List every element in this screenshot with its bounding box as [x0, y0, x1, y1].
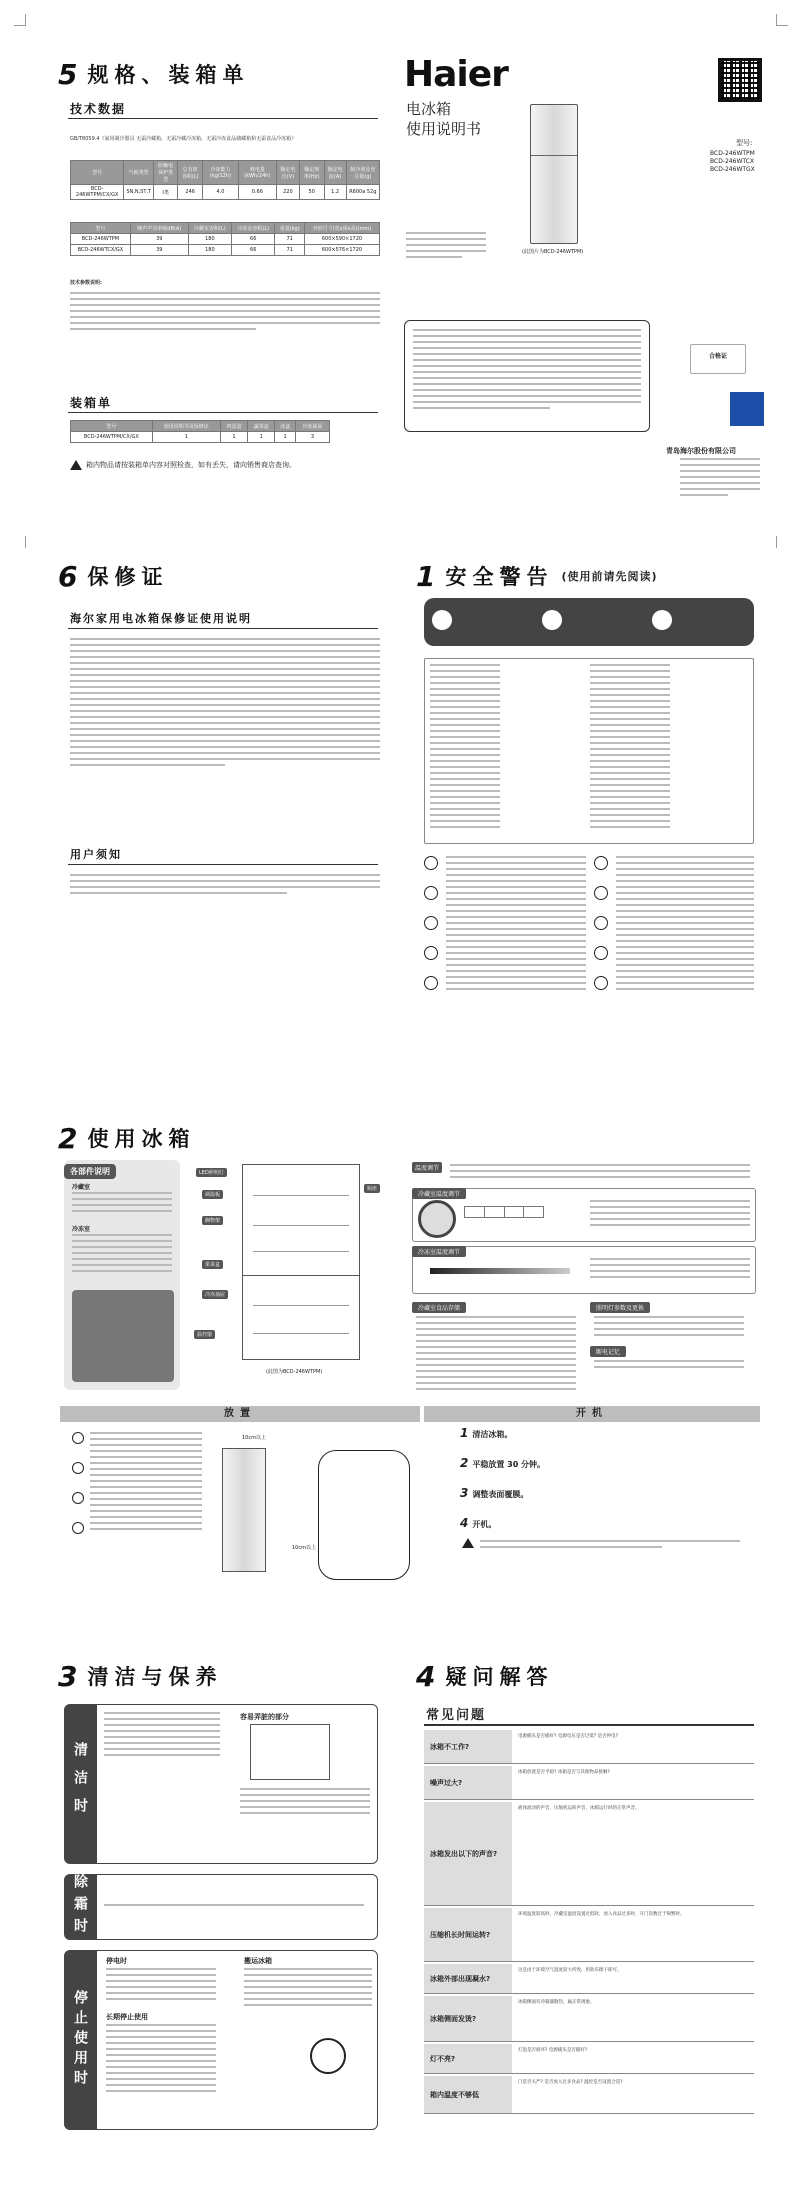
faq-row: [424, 1730, 754, 1764]
long-stop-title: 长期停止使用: [106, 2013, 148, 2021]
section-number: 2: [58, 1121, 78, 1155]
fridge-temp-text: [590, 1200, 750, 1230]
model-label: 型号:: [736, 139, 753, 147]
notice-text: [413, 329, 641, 413]
pack-warning: [70, 460, 296, 470]
section-number: 5: [58, 57, 78, 91]
td: 50: [299, 185, 324, 200]
fridge-diagram: [242, 1164, 360, 1360]
td: 600×590×1720: [304, 234, 379, 245]
faq-answer: 这是由于环境空气湿度较大所致，用软布擦干即可。: [518, 1968, 622, 1973]
th: 冷冻能力(kg/12h): [203, 161, 239, 185]
defrost-text: [104, 1904, 364, 1910]
section-subtitle: (使用前请先阅读): [561, 570, 658, 583]
temp-adjust-title: 温度调节: [412, 1162, 442, 1173]
start-warning-icon: [462, 1538, 474, 1548]
faq-answer: 冰箱放置是否平稳? 冰箱是否与其他物品接触?: [518, 1770, 610, 1775]
prohibit-icon: [594, 946, 608, 960]
notes-text: [70, 292, 380, 334]
tab-stop-use: 停止使用时: [64, 1950, 96, 2130]
section-number: 1: [416, 559, 436, 593]
td: 246: [178, 185, 203, 200]
label-shelf: 搁物架: [202, 1216, 223, 1225]
td: 1: [275, 432, 295, 443]
td: 0.66: [238, 185, 276, 200]
th: 型号: [71, 421, 153, 432]
fridge-caption: (此图为BCD-246WTPM): [266, 1369, 323, 1375]
gap-top-label: 10cm以上: [242, 1435, 266, 1441]
notice-box: [404, 320, 650, 432]
fridge-door-divider: [531, 155, 577, 156]
page-warranty-safety: [0, 540, 802, 1090]
step-4: 开机。: [472, 1520, 497, 1529]
long-stop-text: [106, 2024, 216, 2096]
section-4-header: [416, 1660, 553, 1692]
label-led-lamp: LED照明灯: [196, 1168, 227, 1177]
th: 冰盒: [275, 421, 295, 432]
faq-question: 冰箱不工作?: [424, 1730, 512, 1763]
faq-question: 箱内温度不够低: [424, 2076, 512, 2113]
notes-title: 技术参数说明:: [70, 280, 103, 286]
faq-question: 噪声过大?: [424, 1766, 512, 1799]
label-crisper: 果菜盒: [202, 1260, 223, 1269]
td: BCD-246WTPM: [71, 234, 131, 245]
prohibit-icon: [424, 946, 438, 960]
qr-code: [718, 58, 762, 102]
th: 额定电压(V): [276, 161, 299, 185]
power-cut-text: [106, 1968, 216, 2004]
safety-rules-left: [430, 664, 500, 832]
prohibit-icon: [72, 1522, 84, 1534]
td: 4.0: [203, 185, 239, 200]
model-3: BCD-246WTGX: [710, 166, 755, 173]
label-temp-panel: 调温板: [202, 1190, 223, 1199]
faq-answer: 冰箱侧面有冷凝器散热，属正常现象。: [518, 2000, 595, 2005]
cover-small-text: [406, 232, 486, 262]
divider: [424, 1724, 754, 1726]
parts-item: 冷冻室: [72, 1226, 91, 1233]
td: [484, 1207, 504, 1218]
td: 71: [275, 234, 305, 245]
parts-text: [72, 1234, 172, 1276]
brand-badge: [730, 392, 764, 426]
th: 制冷剂及充注量(g): [346, 161, 379, 185]
start-bar: 开机: [424, 1406, 760, 1422]
freezer-slider: [430, 1268, 570, 1274]
section-title: 规格、装箱单: [87, 63, 250, 87]
open-fridge-illustration: [250, 1724, 330, 1780]
section-title: 使用冰箱: [87, 1127, 196, 1151]
storage-tips-text: [416, 1316, 576, 1394]
cleaning-notes: [240, 1788, 370, 1818]
truck-prohibit-icon: [310, 2038, 346, 2074]
th: 冷冻抽屉: [295, 421, 329, 432]
safety-rules-right: [590, 664, 670, 832]
gap-side-label: 10cm以上: [292, 1545, 316, 1551]
parts-item: 冷藏室: [72, 1184, 91, 1191]
haier-logo: Haier: [404, 54, 508, 95]
model-2: BCD-246WTCX: [710, 158, 754, 165]
temp-adjust-text: [450, 1164, 750, 1182]
th: 蔬菜盒: [248, 421, 275, 432]
prohibit-icon: [424, 886, 438, 900]
td: 39: [130, 234, 188, 245]
td: [524, 1207, 544, 1218]
tab-cleaning: 清洁时: [64, 1704, 96, 1864]
th: 型号: [71, 161, 124, 185]
label-thermostat: 温控器: [194, 1330, 215, 1339]
th: 气候类型: [124, 161, 154, 185]
section-number: 6: [58, 559, 78, 593]
faq-row: [424, 1996, 754, 2042]
td: 3: [295, 432, 329, 443]
start-steps: 1 清洁冰箱。 2 平稳放置 30 分钟。 3 调整表面覆膜。 4 开机。: [460, 1426, 546, 1530]
prohibit-icon: [594, 976, 608, 990]
prohibit-icon: [424, 916, 438, 930]
faq-answer: 灯泡是否损坏? 电源插头是否插好?: [518, 2048, 588, 2053]
prohibit-icon: [594, 886, 608, 900]
td: SN,N,ST,T: [124, 185, 154, 200]
section-3-header: [58, 1660, 222, 1692]
power-cut-title: 停电时: [106, 1957, 127, 1965]
lamp-text: [594, 1316, 744, 1340]
th: 防触电保护类型: [154, 161, 178, 185]
th: 耗电量(kWh/24h): [238, 161, 276, 185]
product-name: 电冰箱: [406, 100, 452, 118]
memory-text: [594, 1360, 744, 1372]
prohibit-icon: [424, 856, 438, 870]
section-title: 清洁与保养: [87, 1665, 223, 1689]
certificate-label: 合格证: [708, 353, 727, 360]
td: [504, 1207, 524, 1218]
placement-detail-box: [318, 1450, 410, 1580]
td: 180: [188, 245, 231, 256]
spec-table-2: [70, 222, 380, 256]
cleaning-text: [104, 1712, 220, 1760]
td: 39: [130, 245, 188, 256]
start-warning-text: [480, 1540, 740, 1552]
prohibit-icon: [72, 1462, 84, 1474]
cover-image-caption: (此图片为BCD-246WTPM): [522, 249, 584, 255]
divider: [68, 118, 378, 119]
prohibit-icon: [432, 610, 452, 630]
th: 总有效容积(L): [178, 161, 203, 185]
crop-mark: [776, 536, 788, 548]
td: BCD-246WTPM/CX/GX: [71, 432, 153, 443]
pack-list-title: 装箱单: [70, 396, 113, 410]
divider: [68, 412, 378, 413]
th: 额定电流(A): [324, 161, 346, 185]
td: 220: [276, 185, 299, 200]
label-freezer-drawer: 冷冻抽屉: [202, 1290, 228, 1299]
faq-answer: 电源插头是否插好? 电源电压是否过低? 是否停电?: [518, 1734, 619, 1739]
safety-warning-banner: [424, 598, 754, 646]
lamp-title: 照明灯参数及更换: [590, 1302, 650, 1313]
page-specs-cover: [0, 0, 802, 540]
faq-question: 冰箱外部出现凝水?: [424, 1964, 512, 1993]
td: 66: [232, 245, 275, 256]
faq-question: 冰箱侧面发烫?: [424, 1996, 512, 2041]
user-notice-title: 用户须知: [70, 848, 122, 861]
thermostat-dial-icon: [418, 1200, 456, 1238]
manual-title: 使用说明书: [406, 120, 482, 138]
faq-question: 灯不亮?: [424, 2044, 512, 2073]
fridge-image: [530, 104, 578, 244]
warranty-title: 海尔家用电冰箱保修证使用说明: [70, 612, 252, 625]
th: 额定频率(Hz): [299, 161, 324, 185]
divider: [68, 628, 378, 629]
faq-row: [424, 1908, 754, 1962]
section-6-header: [58, 560, 168, 592]
faq-row: [424, 1802, 754, 1906]
user-notice-text: [70, 874, 380, 898]
label-bottle-holder: 瓶座: [364, 1184, 380, 1193]
warning-triangle-icon: [70, 460, 82, 470]
company-name: 青岛海尔股份有限公司: [666, 447, 736, 455]
title-bar: [120, 1126, 760, 1146]
td: 1: [152, 432, 220, 443]
faq-answer: 液体流动的声音，压缩机运转声音，冰箱运行时的正常声音。: [518, 1806, 640, 1811]
prohibit-icon: [424, 976, 438, 990]
td: BCD-246WTCX/GX: [71, 245, 131, 256]
td: 1: [220, 432, 247, 443]
page-using-fridge: [0, 1120, 802, 1640]
faq-row: [424, 2076, 754, 2114]
faq-row: [424, 1964, 754, 1994]
th: 使用说明书及保修证: [152, 421, 220, 432]
td: 71: [275, 245, 305, 256]
move-text: [244, 1968, 372, 2010]
section-title: 安全警告: [445, 565, 554, 589]
faq-answer: 门是否关严? 是否放入过多食品? 温控是否设置合适?: [518, 2080, 623, 2085]
crop-mark: [14, 14, 26, 26]
step-2: 平稳放置 30 分钟。: [472, 1460, 546, 1469]
td: I类: [154, 185, 178, 200]
caution-icon: [652, 610, 672, 630]
move-title: 搬运冰箱: [244, 1957, 272, 1965]
crop-mark: [14, 536, 26, 548]
td: 600×576×1720: [304, 245, 379, 256]
prohibit-icon: [594, 916, 608, 930]
td: 180: [188, 234, 231, 245]
faq-row: [424, 2044, 754, 2074]
faq-question: 冰箱发出以下的声音?: [424, 1802, 512, 1905]
freezer-temp-title: 冷冻室温度调节: [412, 1246, 466, 1257]
th: 鸡蛋盒: [220, 421, 247, 432]
pack-warning-text: 箱内物品请按装箱单内容对照检查，如有丢失，请向销售商店查询。: [86, 461, 296, 469]
pack-table: [70, 420, 330, 443]
placement-bar: 放置: [60, 1406, 420, 1422]
faq-title: 常见问题: [426, 1708, 487, 1723]
th: 冷冻室容积(L): [232, 223, 275, 234]
section-number: 4: [416, 1659, 436, 1693]
section-1-header: [416, 560, 658, 592]
easy-dirty-title: 容易弄脏的部分: [240, 1713, 289, 1721]
section-5-header: [58, 58, 249, 90]
section-number: 3: [58, 1659, 78, 1693]
td: [465, 1207, 485, 1218]
parts-text: [72, 1192, 172, 1216]
th: 外形尺寸(宽x深x高)(mm): [304, 223, 379, 234]
tech-data-title: 技术数据: [70, 102, 127, 116]
freezer-temp-text: [590, 1258, 750, 1282]
section-title: 疑问解答: [445, 1665, 554, 1689]
faq-answer: 环境温度较高时，冷藏室温度设置过低时，放入食品过多时，开门次数过于频繁时。: [518, 1912, 685, 1917]
th: 重量(kg): [275, 223, 305, 234]
page-care-faq: [0, 1660, 802, 2180]
crop-mark: [776, 14, 788, 26]
td: 1.2: [324, 185, 346, 200]
th: 冷藏室容积(L): [188, 223, 231, 234]
section-title: 保修证: [87, 565, 169, 589]
tab-defrost: 除霜时: [64, 1874, 96, 1940]
placement-rules: [72, 1432, 202, 1572]
fridge-temp-title: 冷藏室温度调节: [412, 1188, 466, 1199]
section-2-header: [58, 1122, 195, 1154]
prohibit-icon: [72, 1432, 84, 1444]
temp-setting-table: [464, 1206, 544, 1218]
spec-table-1: [70, 160, 380, 200]
td: BCD-246WTPM/CX/GX: [71, 185, 124, 200]
parts-note-box: [72, 1290, 174, 1382]
standard-text: GB/T8059.4《家用制冷器具 无霜冷藏箱、无霜冷藏冷冻箱、无霜冷冻食品储藏箱和无霜食品冷冻箱》: [70, 136, 297, 142]
faq-question: 压缩机长时间运转?: [424, 1908, 512, 1961]
memory-title: 断电记忆: [590, 1346, 626, 1357]
divider: [68, 864, 378, 865]
th: 型号: [71, 223, 131, 234]
prohibit-icon: [594, 856, 608, 870]
td: R600a 52g: [346, 185, 379, 200]
prohibit-icon: [72, 1492, 84, 1504]
warning-icon: [542, 610, 562, 630]
storage-tips-title: 冷藏室食品存储: [412, 1302, 466, 1313]
th: 噪声声功率级dB(A): [130, 223, 188, 234]
parts-title: 各部件说明: [64, 1164, 116, 1179]
td: 1: [248, 432, 275, 443]
td: 66: [232, 234, 275, 245]
warranty-text: [70, 638, 380, 770]
certificate-box: [690, 344, 746, 374]
faq-row: [424, 1766, 754, 1800]
company-address: [680, 458, 760, 500]
placement-fridge: [222, 1448, 266, 1572]
model-1: BCD-246WTPM: [710, 150, 755, 157]
step-1: 清洁冰箱。: [472, 1430, 513, 1439]
safety-prohibit-list: [424, 856, 754, 1056]
step-3: 调整表面覆膜。: [472, 1490, 529, 1499]
